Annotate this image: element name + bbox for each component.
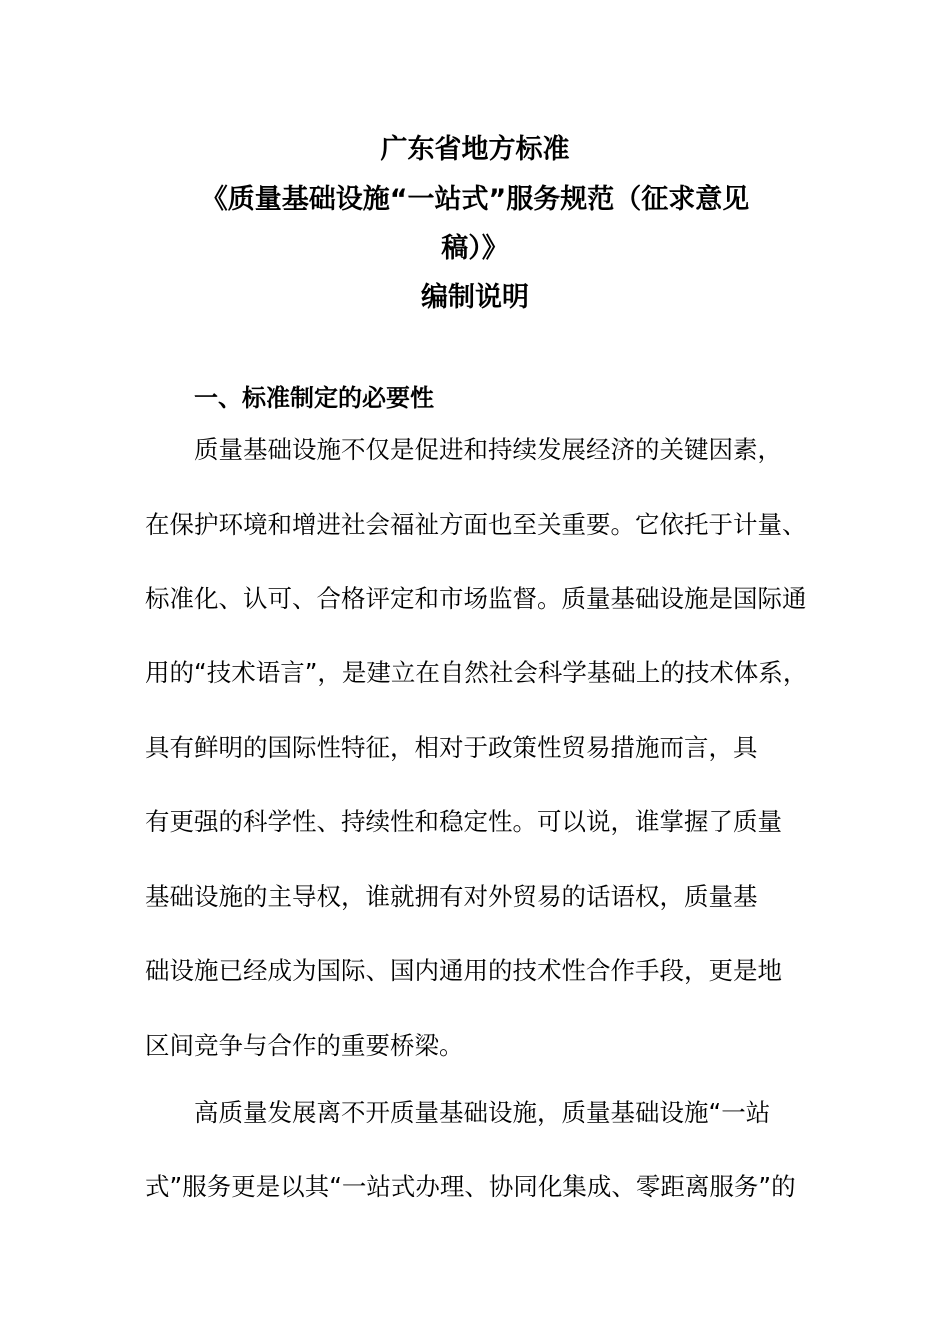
title-line-3: 稿）》 <box>441 233 509 264</box>
paragraph-line: 质量基础设施不仅是促进和持续发展经济的关键因素， <box>194 435 782 464</box>
paragraph-line: 有更强的科学性、持续性和稳定性。可以说，谁掌握了质量 <box>145 807 782 836</box>
paragraph-line: 具有鲜明的国际性特征，相对于政策性贸易措施而言，具 <box>145 733 758 762</box>
paragraph-line: 式”服务更是以其“一站式办理、协同化集成、零距离服务”的 <box>145 1172 796 1201</box>
title-line-2: 《质量基础设施“一站式”服务规范（征求意见 <box>200 184 750 215</box>
section-heading: 一、标准制定的必要性 <box>194 384 434 412</box>
paragraph-line: 区间竞争与合作的重要桥梁。 <box>145 1031 464 1060</box>
paragraph-line: 标准化、认可、合格评定和市场监督。质量基础设施是国际通 <box>145 584 807 613</box>
title-line-4: 编制说明 <box>421 282 529 313</box>
title-line-1: 广东省地方标准 <box>380 134 570 165</box>
paragraph-line: 在保护环境和增进社会福祉方面也至关重要。它依托于计量、 <box>145 510 807 539</box>
paragraph-line: 础设施已经成为国际、国内通用的技术性合作手段，更是地 <box>145 956 782 985</box>
paragraph-line: 用的“技术语言”，是建立在自然社会科学基础上的技术体系， <box>145 658 808 687</box>
paragraph-line: 基础设施的主导权，谁就拥有对外贸易的话语权，质量基 <box>145 882 758 911</box>
paragraph-line: 高质量发展离不开质量基础设施，质量基础设施“一站 <box>194 1098 771 1127</box>
